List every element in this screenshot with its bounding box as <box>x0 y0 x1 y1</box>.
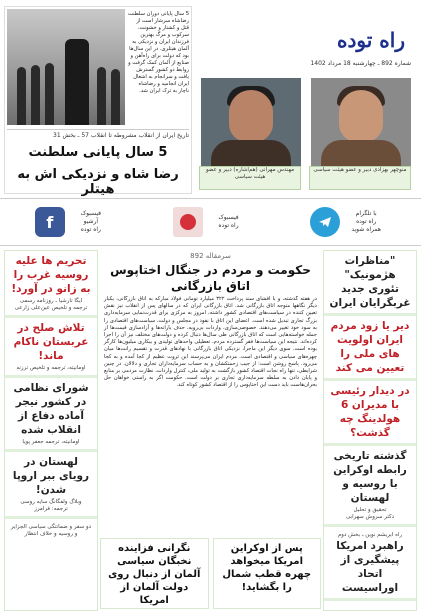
card-item[interactable] <box>100 538 209 609</box>
right-column <box>323 250 417 611</box>
editorial-body: در هفته گذشته، و با افشای سند پرداخت ۳۲۲ میلیارد تومانی فولاد مبارکه به اتاق بازرگانی، یکبار دیگر نگاهها متوجه اتاق بازرگانی شد. اتاق بازرگانی ایران که در سالهای پس از انقلاب نیز نقش تعیین کننده در سیاست‌های اقتصادی کشور داشته، امروز به مرکزی برای قدرت‌نمایی سرمایه‌داری بزرگ تجاری تبدیل شده است. اعضای این اتاق با نفوذ در مجلس و دولت، سیاست‌های اقتصادی را به سود خود تغییر می‌دهند. خصوصی‌سازی، واردات بی‌رویه، حذف یارانه‌ها و آزادسازی قیمت‌ها از جمله خواسته‌هایی است که اتاق بازرگانی طی سال‌ها دنبال کرده و دولت‌های مختلف نیز آن را اجرا کرده‌اند. نتیجه این سیاست‌ها فقر گسترده مردم، تعطیلی واحدهای تولیدی و بیکاری میلیون‌ها کارگر بوده است. سوی دیگر این ماجرا، نزدیکی اتاق بازرگانی با نهادهای قدرت و تقسیم رانت‌ها میان چهره‌های سیاسی و اقتصادی است. مردم ایران می‌پرسند این ثروت عظیم از کجا آمده و به کجا می‌رود. پاسخ روشن است: از جیب زحمتکشان و به حساب سرمایه‌داران تجاری و دلالان. در چنین شرایطی، تنها راه نجات اقتصاد کشور بازگشت به تولید ملی، کنترل واردات، نظارت مردمی بر منابع و پایان دادن به سلطه سرمایه‌داری تجاری بر دولت است. حکومت اگر به راستی خواهان حل بحران‌هاست باید دست این اختاپوس را از اقتصاد کشور کوتاه کند. <box>104 296 317 389</box>
headline-title: در دیدار رئیسی با مدیران 6 هولدینگ چه گذشت؟ <box>330 385 410 439</box>
headline-box[interactable] <box>324 527 416 601</box>
center-cards <box>100 538 321 609</box>
soldier-figure <box>31 65 40 125</box>
main-headline[interactable]: حکومت و مردم در جنگال اختاپوس اتاق بازرگانی <box>110 263 311 293</box>
history-feature[interactable] <box>4 6 192 197</box>
facebook-archive-label: فیسبوک آرشیو راه توده <box>80 210 102 233</box>
portrait-body <box>321 140 401 166</box>
logo-text: راه توده <box>337 28 405 52</box>
portrait-left-caption: مهندس مهرانی (هم‌اشاره) دبیر و عضو هیئت سیاسی <box>199 166 301 190</box>
telegram-icon <box>310 207 340 237</box>
center-column <box>100 250 321 609</box>
headline-title: گذشته تاریخی رابطه اوکراین با روسیه و لهستان <box>333 450 407 504</box>
left-column <box>4 250 98 611</box>
headline-box[interactable] <box>5 452 97 519</box>
soldier-figure <box>45 63 54 125</box>
facebook-label: فیسبوک راه توده <box>218 214 239 229</box>
headline-box[interactable] <box>5 378 97 452</box>
logo[interactable] <box>337 22 405 58</box>
card-title: پس از اوکراین امریکا میخواهد چهره قطب شمال را بگشاید! <box>222 543 312 593</box>
headline-box[interactable] <box>5 519 97 541</box>
headline-box[interactable] <box>324 446 416 527</box>
headline-subtitle: تحقیق و تحلیل دکتر سروش سهرابی <box>345 507 395 520</box>
facebook-icon: f <box>35 207 65 237</box>
headline-box[interactable] <box>324 381 416 446</box>
headline-box[interactable] <box>324 316 416 381</box>
facebook-link-archive[interactable] <box>35 207 111 237</box>
soldier-figure <box>97 67 106 125</box>
soldier-figure <box>111 69 120 125</box>
headline-box[interactable] <box>5 251 97 318</box>
rose-icon <box>173 207 203 237</box>
headline-box[interactable] <box>324 251 416 316</box>
reza-shah-figure <box>65 39 89 125</box>
telegram-link[interactable] <box>310 207 386 237</box>
history-title-1: 5 سال پایانی سلطنت <box>28 145 168 160</box>
headline-title: شورای نظامی در کشور نیجر آماده دفاع از انقلاب شده <box>13 382 89 436</box>
history-title-2: رضا شاه و نزدیکی اش به هیتلر <box>17 167 179 197</box>
headline-title: تلاش صلح در عربستان ناکام ماند! <box>13 322 89 362</box>
portrait-face <box>229 90 273 142</box>
portrait-right-caption: منوچهر بهزادی دبیر و عضو هیئت سیاسی <box>309 166 411 190</box>
front-page-header <box>0 0 421 196</box>
history-photo <box>7 9 125 125</box>
portrait-right <box>311 78 411 166</box>
headline-title: راهبرد امریکا پیشگیری از اتحاد اوراسیست <box>336 540 404 594</box>
portrait-body <box>211 140 291 166</box>
headline-title: تحریم ها علیه روسیه غرب را به زانو در آورد! <box>11 255 91 295</box>
social-links <box>0 198 421 246</box>
headline-subtitle: راه ابریشم نوین ـ بخش دوم <box>337 532 403 538</box>
headline-subtitle: دو سفر و ضمانتگی سیاسی الجزایر و روسیه و خلاف انتظار <box>10 524 92 537</box>
headline-subtitle: وبلاگ ولفگانگ سایه روسی ترجمه: فرامرز <box>20 499 82 512</box>
headline-title: لهستان در رویای ببر اروپا شدن! <box>12 456 90 496</box>
editorial-number: سرمقاله 892 <box>190 252 231 260</box>
facebook-link-2[interactable] <box>173 207 249 237</box>
headline-subtitle: ایگا تارشیا ـ روزنامه رسمی ترجمه و تلخیص عین‌علی زارعی <box>14 298 88 311</box>
telegram-label: با تلگرام راه توده همراه شوید <box>351 210 381 233</box>
headline-title: "مناظرات هژمونیک" تئوری جدید غربگرایان ایران <box>329 255 411 309</box>
soldier-figure <box>17 67 26 125</box>
portrait-left <box>201 78 301 166</box>
card-title: نگرانی فزاینده نخبگان سیاسی آلمان از دنبال روی دولت آلمان از امریکا <box>108 543 201 606</box>
headline-subtitle: اومانیته، ترجمه جعفر پویا <box>22 439 80 445</box>
history-excerpt: 5 سال پایانی دوران سلطنت رضاشاه سرشار است از قتل و کشتار و خشونت، سرکوب و مرگ بهترین فرزندان ایران و نزدیکی به آلمان هیتلری. در این سال‌ها بود که دولت برای راه‌آهن و صنایع از آلمان کمک گرفت و روابط دو کشور گسترش یافت و سرانجام به اشغال ایران انجامید و رضاشاه ناچار به ترک ایران شد. <box>128 11 189 94</box>
card-item[interactable] <box>213 538 322 609</box>
headline-box[interactable] <box>5 318 97 378</box>
headline-subtitle: اومانیته، ترجمه و تلخیص ترزنه <box>16 365 86 371</box>
masthead <box>197 12 415 187</box>
history-caption: تاریخ ایران از انقلاب مشروطه تا انقلاب 57 ـ بخش 31 <box>7 129 189 139</box>
issue-line: شماره 892 ـ چهارشنبه 18 مرداد 1402 <box>310 60 411 67</box>
portrait-face <box>339 90 383 142</box>
headline-title: دیر یا زود مردم ایران اولویت های ملی را تعیین می کند <box>330 320 410 374</box>
